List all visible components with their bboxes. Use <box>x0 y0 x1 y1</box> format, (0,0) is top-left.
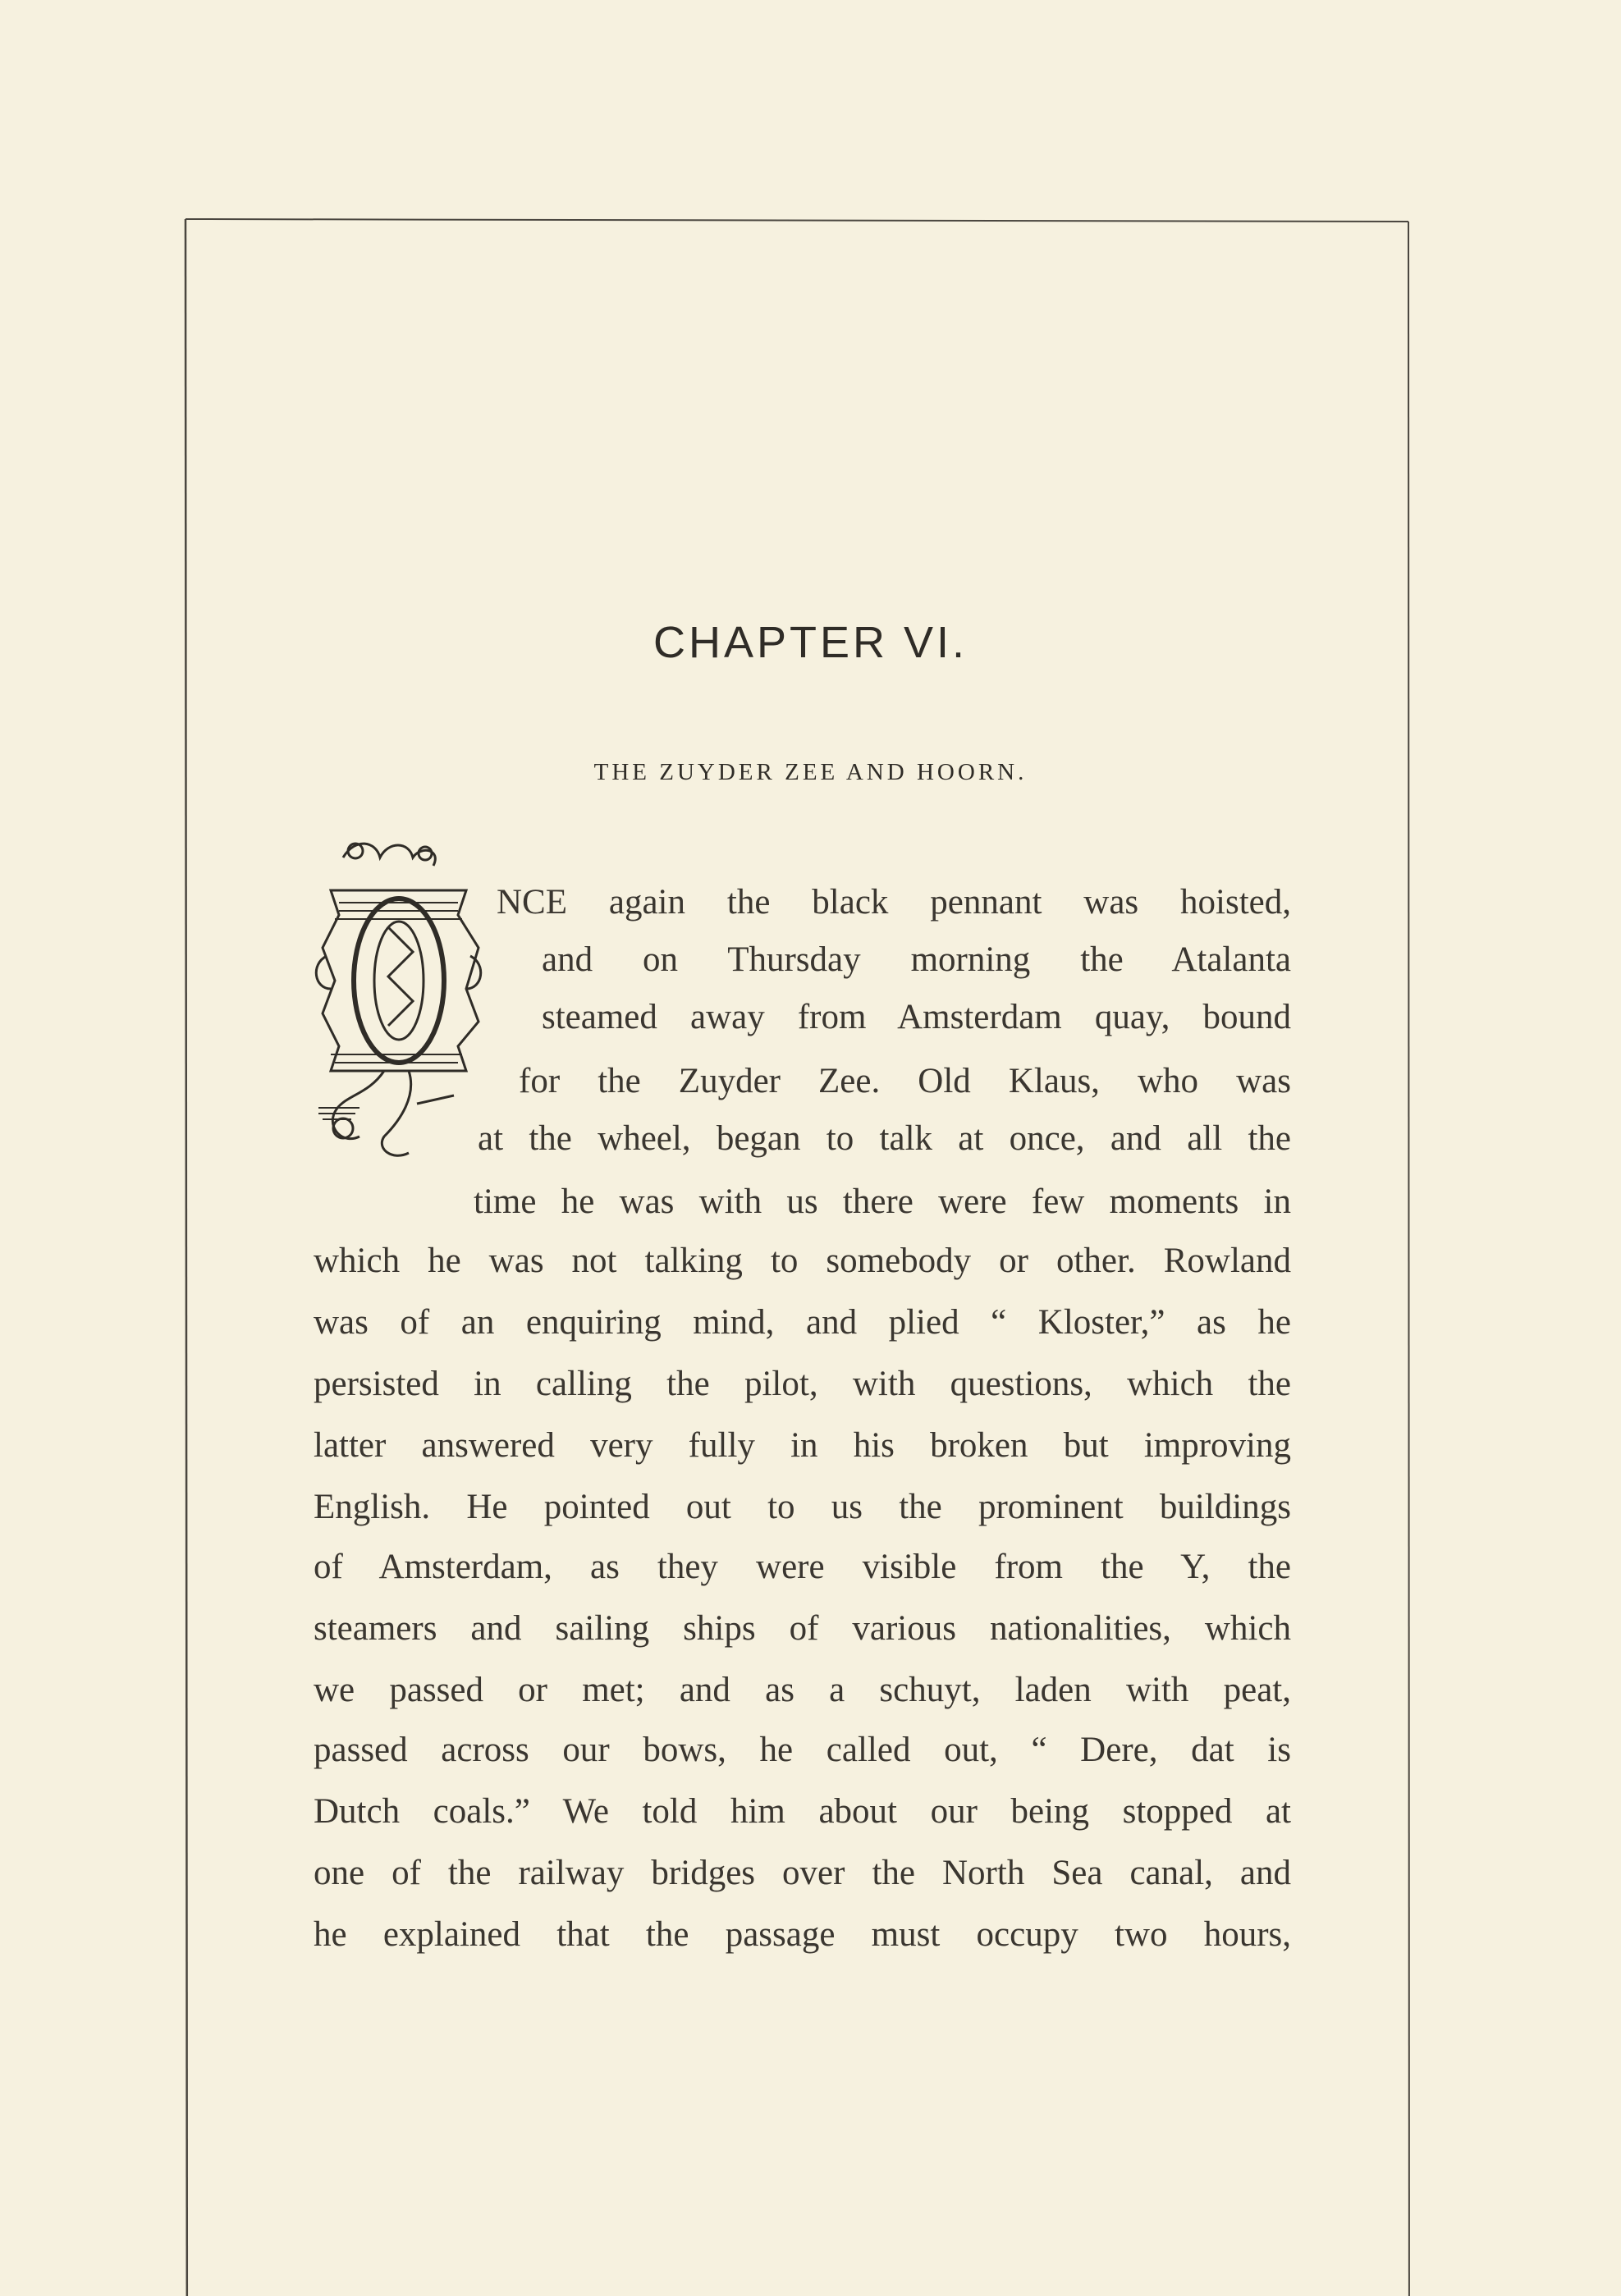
body-line: NCE again the black pennant was hoisted, <box>497 883 1291 922</box>
body-line: Dutch coals.” We told him about our being stopped at <box>314 1792 1291 1831</box>
body-line: latter answered very fully in his broken but improving <box>314 1426 1291 1465</box>
chapter-heading: CHAPTER VI. <box>653 618 968 667</box>
body-line: steamed away from Amsterdam quay, bound <box>542 998 1291 1036</box>
body-line: we passed or met; and as a schuyt, laden with peat, <box>314 1671 1291 1709</box>
body-line: was of an enquiring mind, and plied “ Kloster,” as he <box>314 1303 1291 1342</box>
body-line: steamers and sailing ships of various nationalities, which <box>314 1609 1291 1648</box>
body-line: time he was with us there were few moments in <box>474 1182 1291 1221</box>
chapter-title: THE ZUYDER ZEE AND HOORN. <box>593 759 1028 785</box>
body-line: he explained that the passage must occupy two hours, <box>314 1915 1291 1954</box>
body-line: of Amsterdam, as they were visible from the Y, the <box>314 1548 1291 1586</box>
body-line: at the wheel, began to talk at once, and all the <box>478 1119 1291 1158</box>
body-line: and on Thursday morning the Atalanta <box>542 940 1291 979</box>
body-line: English. He pointed out to us the prominent buildings <box>314 1488 1291 1526</box>
body-line: persisted in calling the pilot, with questions, which the <box>314 1365 1291 1403</box>
body-line: for the Zuyder Zee. Old Klaus, who was <box>519 1062 1291 1100</box>
drop-cap-ornament <box>310 825 491 1178</box>
body-line: which he was not talking to somebody or other. Rowland <box>314 1242 1291 1280</box>
body-line: passed across our bows, he called out, “ Dere, dat is <box>314 1731 1291 1769</box>
body-line: one of the railway bridges over the North Sea canal, and <box>314 1854 1291 1892</box>
